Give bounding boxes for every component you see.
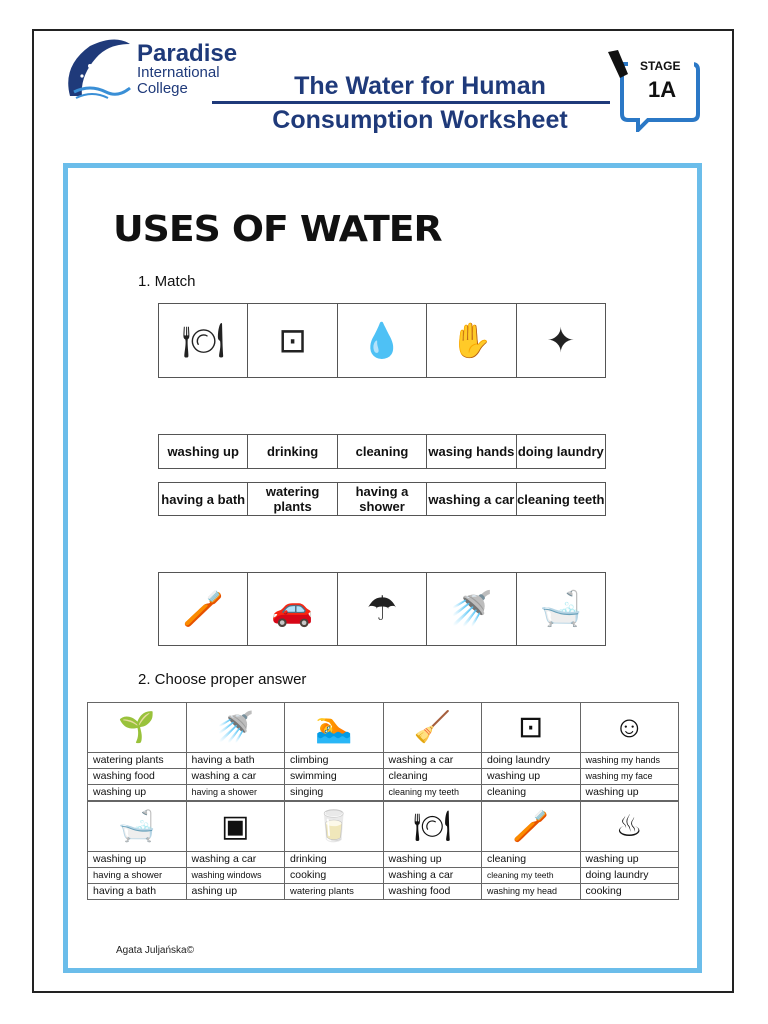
worksheet-heading: USES OF WATER [113,209,442,250]
shower-head-icon: 🚿 [427,573,516,646]
option-cell: washing my hands [581,753,680,769]
option-cell: washing up [581,852,680,868]
title-divider [212,101,610,104]
washing-machine-icon: ⊡ [482,703,581,753]
option-cell: drinking [285,852,384,868]
option-cell: having a bath [88,884,187,900]
option-cell: washing my face [581,769,680,785]
option-cell: washing up [384,852,483,868]
question-1: 1. Match [138,273,196,290]
bathtub-icon: 🛁 [88,802,187,852]
word-cell: wasing hands [427,435,516,469]
option-cell: ashing up [187,884,286,900]
option-cell: washing a car [384,753,483,769]
word-cell: cleaning teeth [517,483,606,516]
face-washing-icon: ☺ [581,703,680,753]
stage-label: STAGE [640,59,681,73]
cooking-pot-icon: ♨ [581,802,680,852]
title-line-2: Consumption Worksheet [272,106,568,134]
option-cell: washing windows [187,868,286,884]
toothbrush-icon: 🪥 [159,573,248,646]
q1-word-row-2 [158,482,606,516]
sink-dishes-icon: 🍽 [159,304,248,378]
option-cell: washing a car [384,868,483,884]
hand-washing-icon: ✋ [427,304,516,378]
bucket-mop-icon: 🧹 [384,703,483,753]
option-cell: climbing [285,753,384,769]
option-cell: washing up [581,785,680,801]
water-bottle-icon: 💧 [338,304,427,378]
option-cell: washing up [88,852,187,868]
option-cell: doing laundry [482,753,581,769]
q2-block-1 [87,702,679,801]
watering-can-icon: ☂ [338,573,427,646]
option-cell: having a shower [88,868,187,884]
college-logo-icon [60,36,136,102]
option-cell: washing food [384,884,483,900]
brand-line-3: College [137,80,188,97]
word-cell: watering plants [248,483,337,516]
car-wash-icon: 🚗 [248,573,337,646]
toothpaste-brush-icon: 🪥 [482,802,581,852]
option-cell: washing a car [187,852,286,868]
option-cell: cooking [285,868,384,884]
option-cell: washing a car [187,769,286,785]
question-2: 2. Choose proper answer [138,671,307,688]
option-cell: cleaning my teeth [482,868,581,884]
window-cleaning-icon: ▣ [187,802,286,852]
option-cell: cleaning my teeth [384,785,483,801]
q1-top-picture-row [158,303,606,378]
q2-block-2 [87,801,679,900]
stage-value: 1A [648,77,677,102]
brand-subtitle [137,65,220,97]
option-cell: watering plants [88,753,187,769]
author-credit: Agata Juljańska© [116,945,194,956]
word-cell: drinking [248,435,337,469]
sponge-cleaning-icon: ✦ [517,304,606,378]
word-cell: cleaning [338,435,427,469]
word-cell: having a bath [159,483,248,516]
option-cell: washing up [88,785,187,801]
word-cell: washing up [159,435,248,469]
option-cell: cleaning [384,769,483,785]
word-cell: washing a car [427,483,516,516]
option-cell: doing laundry [581,868,680,884]
word-cell: having a shower [338,483,427,516]
option-cell: washing my head [482,884,581,900]
option-cell: washing up [482,769,581,785]
option-cell: cleaning [482,852,581,868]
option-cell: singing [285,785,384,801]
option-cell: having a shower [187,785,286,801]
washing-machine-icon: ⊡ [248,304,337,378]
brand-line-2: International [137,64,220,81]
q1-bottom-picture-row [158,572,606,646]
shower-icon: 🚿 [187,703,286,753]
title-line-1: The Water for Human [294,72,546,100]
watering-can-icon: 🌱 [88,703,187,753]
option-cell: cooking [581,884,680,900]
brand-name: Paradise [137,40,238,67]
option-cell: watering plants [285,884,384,900]
dish-washing-icon: 🍽 [384,802,483,852]
bathtub-icon: 🛁 [517,573,606,646]
option-cell: swimming [285,769,384,785]
option-cell: washing food [88,769,187,785]
word-cell: doing laundry [517,435,606,469]
option-cell: having a bath [187,753,286,769]
water-bottle-glass-icon: 🥛 [285,802,384,852]
q1-word-row-1 [158,434,606,469]
option-cell: cleaning [482,785,581,801]
swimming-pool-icon: 🏊 [285,703,384,753]
